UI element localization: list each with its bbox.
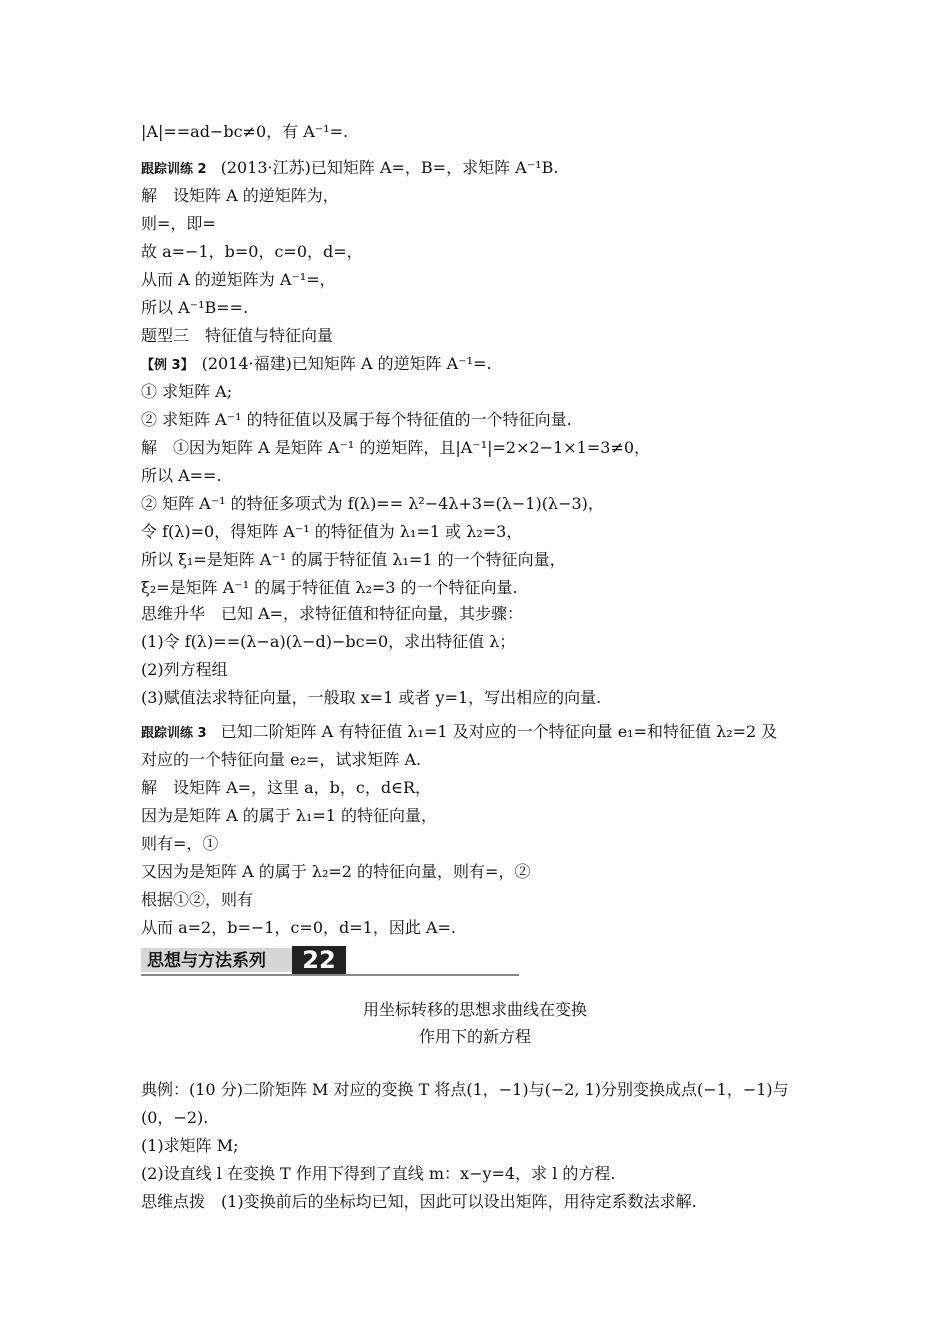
text-line — [141, 890, 253, 910]
text-line — [141, 750, 421, 770]
line-text: 令 f(λ)=0，得矩阵 A⁻¹ 的特征值为 λ₁=1 或 λ₂=3， — [141, 522, 523, 541]
text-line — [141, 382, 232, 402]
line-text: ξ₂=是矩阵 A⁻¹ 的属于特征值 λ₂=3 的一个特征向量. — [141, 578, 518, 597]
line-text: 解 设矩阵 A 的逆矩阵为， — [141, 186, 339, 205]
line-text: ② 求矩阵 A⁻¹ 的特征值以及属于每个特征值的一个特征向量. — [141, 410, 572, 429]
line-text: 从而 A 的逆矩阵为 A⁻¹=， — [141, 270, 336, 289]
line-text: 题型三 特征值与特征向量 — [141, 326, 334, 345]
line-text: 对应的一个特征向量 e₂=，试求矩阵 A. — [141, 750, 422, 769]
text-line — [141, 806, 437, 826]
line-text: 又因为是矩阵 A 的属于 λ₂=2 的特征向量，则有=，② — [141, 862, 531, 881]
text-line — [141, 632, 515, 652]
line-text: (0，−2). — [141, 1108, 209, 1127]
series-underline — [141, 974, 519, 976]
text-line — [141, 522, 522, 542]
text-line — [141, 834, 218, 854]
series-label: 思想与方法系列 — [147, 951, 266, 971]
training-label: 跟踪训练 2 — [141, 162, 207, 177]
text-line — [141, 270, 336, 290]
example-line — [141, 1136, 239, 1156]
text-line — [141, 660, 228, 680]
training-2-heading — [141, 158, 558, 180]
line-text: (1)求矩阵 M; — [141, 1136, 239, 1155]
training-label: 跟踪训练 3 — [141, 726, 207, 741]
text-line — [141, 438, 650, 458]
text-line — [141, 214, 216, 234]
line-text: (1)令 f(λ)==(λ−a)(λ−d)−bc=0，求出特征值 λ； — [141, 632, 516, 651]
line-text: 根据①②，则有 — [141, 890, 254, 909]
text-line — [141, 494, 604, 514]
line-text: ② 矩阵 A⁻¹ 的特征多项式为 f(λ)== λ²−4λ+3=(λ−1)(λ−3)， — [141, 494, 604, 513]
text-line — [141, 466, 222, 486]
example-line — [141, 1164, 616, 1184]
article-title-line2: 作用下的新方程 — [418, 1027, 531, 1046]
text-line — [141, 122, 348, 142]
example-3-heading — [141, 354, 492, 376]
section-heading — [141, 326, 333, 346]
line-text: 思维升华 已知 A=，求特征值和特征向量，其步骤： — [141, 604, 524, 623]
article-title-line1: 用坐标转移的思想求曲线在变换 — [362, 1000, 587, 1019]
line-text: 典例：(10 分)二阶矩阵 M 对应的变换 T 将点(1，−1)与(−2, 1)分别变换成点(−1，−1)与 — [141, 1080, 789, 1099]
line-text: 所以 A⁻¹B==. — [141, 298, 249, 317]
line-text: 思维点拨 (1)变换前后的坐标均已知，因此可以设出矩阵，用待定系数法求解. — [141, 1192, 697, 1211]
line-text: 则有=，① — [141, 834, 219, 853]
text-line — [141, 298, 248, 318]
text-line — [141, 604, 523, 624]
series-number: 22 — [292, 946, 346, 974]
line-text: 故 a=−1，b=0，c=0，d=， — [141, 242, 363, 261]
line-text: (3)赋值法求特征向量，一般取 x=1 或者 y=1，写出相应的向量. — [141, 688, 602, 707]
text-line — [141, 778, 431, 798]
text-line — [141, 242, 363, 262]
example-label: 【例 3】 — [141, 358, 194, 373]
text-line — [141, 410, 572, 430]
line-text: 则=，即= — [141, 214, 216, 233]
line-text: 解 ①因为矩阵 A 是矩阵 A⁻¹ 的逆矩阵，且|A⁻¹|=2×2−1×1=3≠0， — [141, 438, 651, 457]
text-line — [141, 918, 456, 938]
text-line — [141, 578, 518, 598]
line-text: ① 求矩阵 A; — [141, 382, 233, 401]
example-line — [141, 1080, 789, 1100]
line-text: (2)列方程组 — [141, 660, 228, 679]
line-text: (2)设直线 l 在变换 T 作用下得到了直线 m：x−y=4，求 l 的方程. — [141, 1164, 616, 1183]
text-line — [141, 862, 530, 882]
line-text: 所以 ξ₁=是矩阵 A⁻¹ 的属于特征值 λ₁=1 的一个特征向量， — [141, 550, 566, 569]
text-line — [141, 688, 601, 708]
line-text: 解 设矩阵 A=，这里 a，b，c，d∈R， — [141, 778, 432, 797]
example-line — [141, 1108, 208, 1128]
example-line — [141, 1192, 697, 1212]
line-text: (2013·江苏)已知矩阵 A=，B=，求矩阵 A⁻¹B. — [220, 158, 559, 177]
line-text: 因为是矩阵 A 的属于 λ₁=1 的特征向量， — [141, 806, 438, 825]
series-banner — [141, 946, 519, 976]
line-text: 从而 a=2，b=−1，c=0，d=1，因此 A=. — [141, 918, 456, 937]
text-line — [141, 186, 339, 206]
line-text: 所以 A==. — [141, 466, 222, 485]
text-line — [141, 550, 566, 570]
series-label-box — [141, 948, 296, 972]
line-text: |A|==ad−bc≠0，有 A⁻¹=. — [141, 122, 349, 141]
line-text: 已知二阶矩阵 A 有特征值 λ₁=1 及对应的一个特征向量 e₁=和特征值 λ₂=2 及 — [220, 722, 778, 741]
line-text: (2014·福建)已知矩阵 A 的逆矩阵 A⁻¹=. — [201, 354, 492, 373]
training-3-heading — [141, 722, 777, 744]
